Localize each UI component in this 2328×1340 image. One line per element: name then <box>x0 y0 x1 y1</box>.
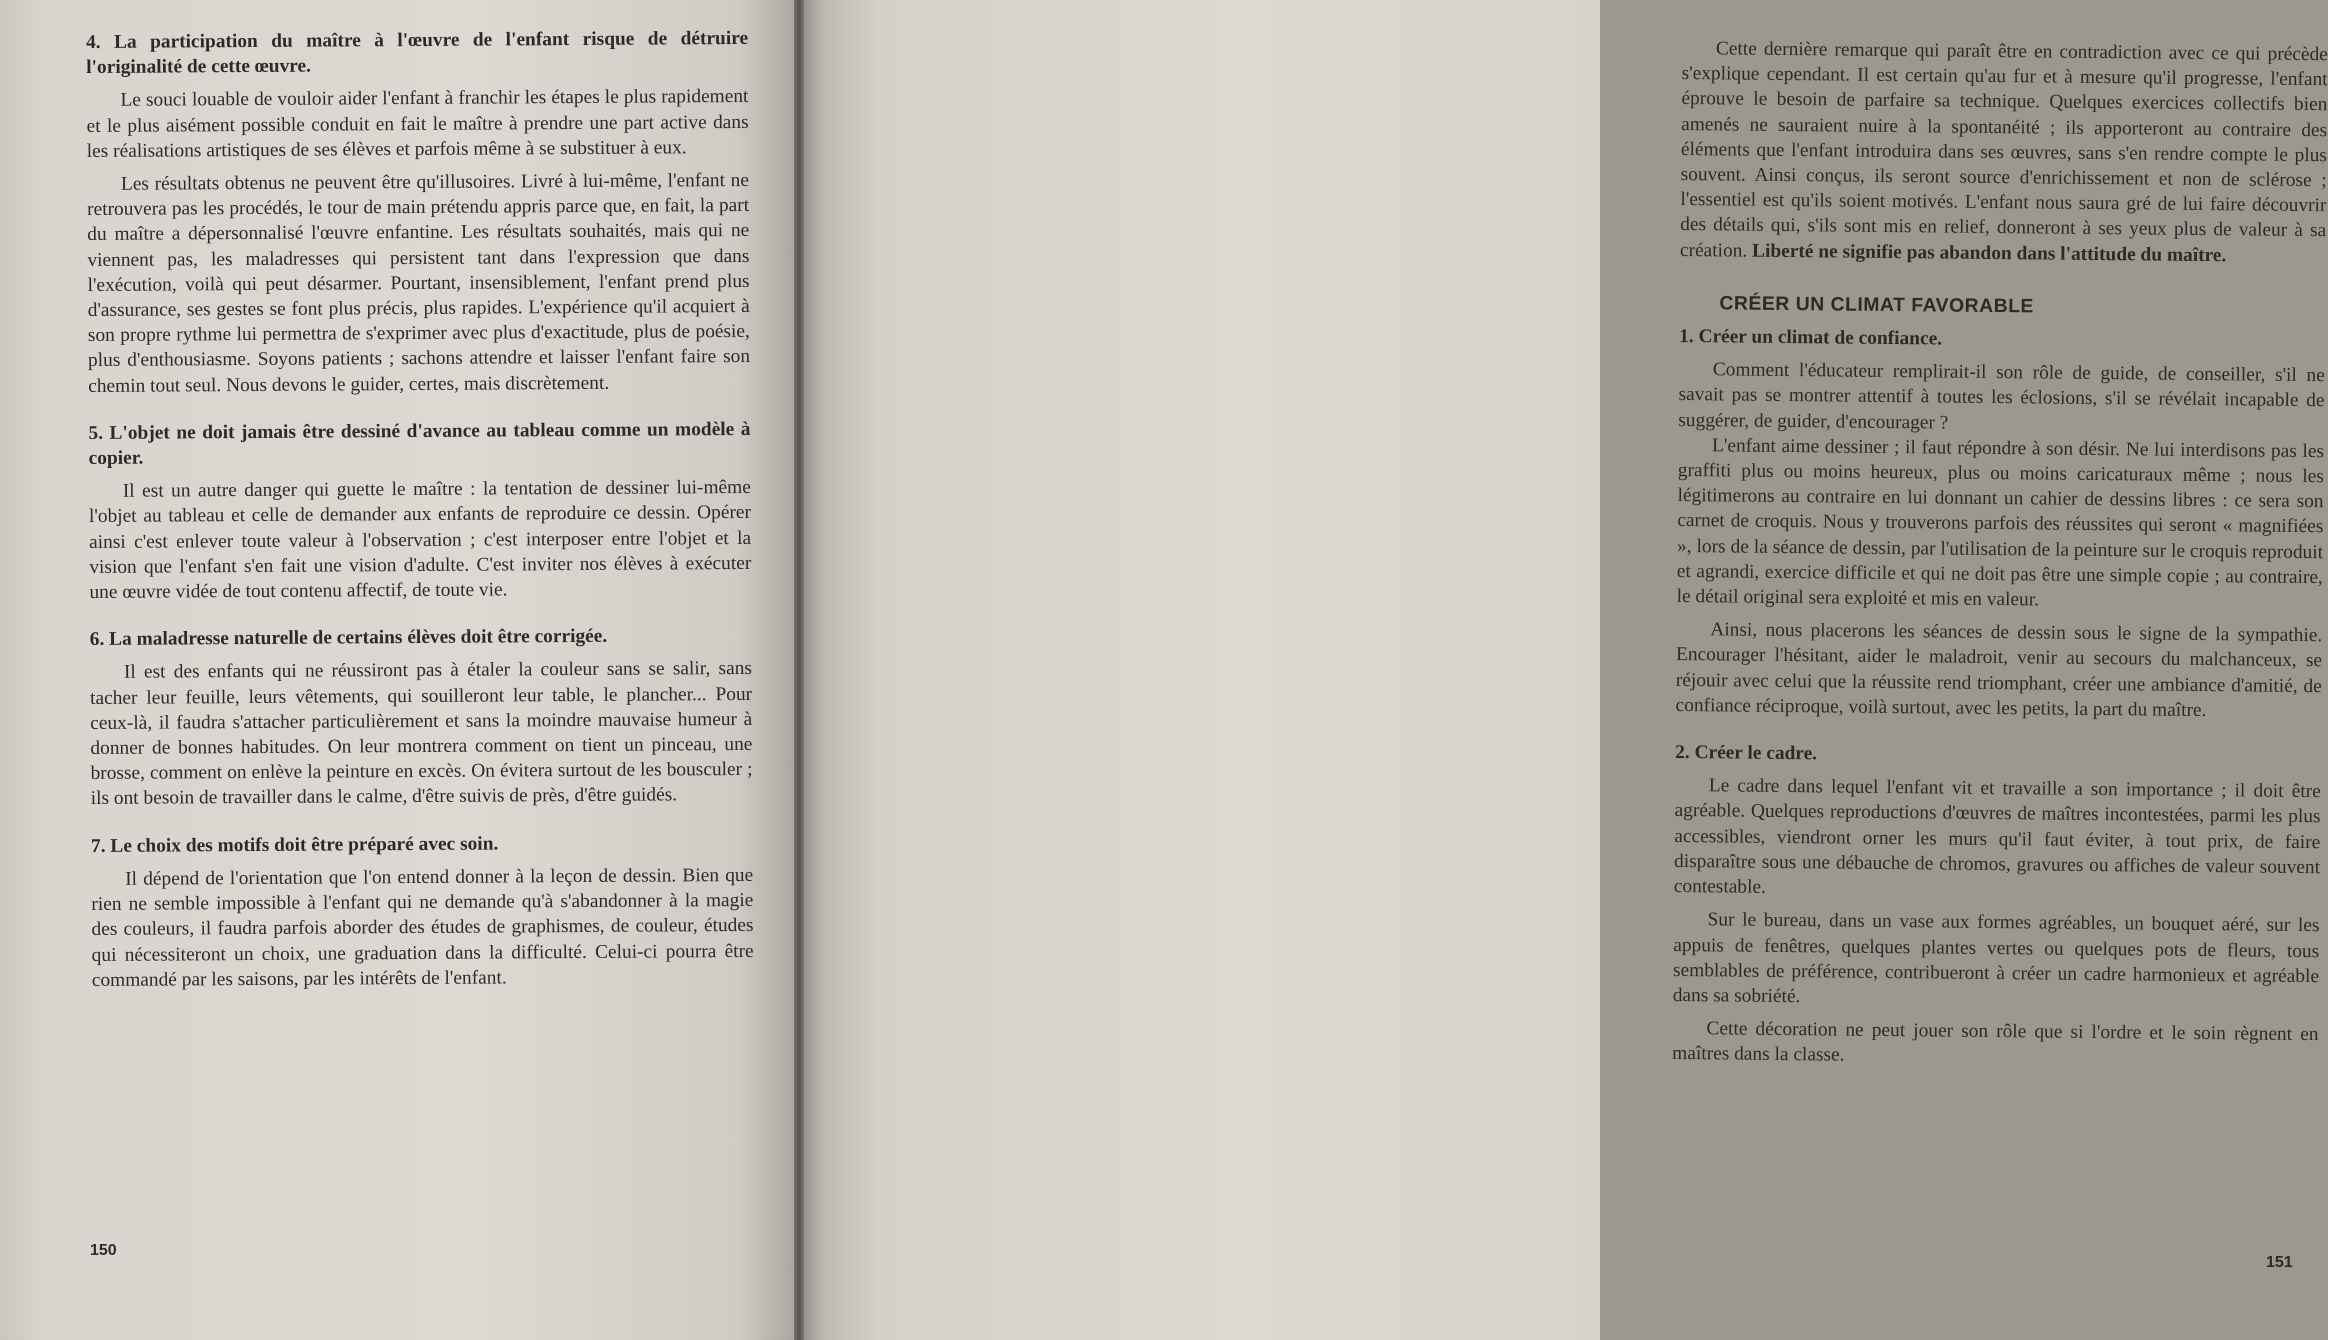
paragraph: Il est des enfants qui ne réussiront pas à étaler la couleur sans se salir, sans tacher leur feuille, leurs vêtements, qui souilleront leur table, le plancher... Pour ceux-là, il faudra s'attacher particulièrement et sans la moindre mauvaise humeur à donner de bonnes habitudes. On leur montrera comment on tient un pinceau, une brosse, comment on enlève la peinture en excès. On évitera surtout de les bousculer ; ils ont besoin de travailler dans le calme, d'être suivis de près, d'être guidés. <box>90 658 753 810</box>
paragraph: Les résultats obtenus ne peuvent être qu'illusoires. Livré à lui-même, l'enfant ne retrouvera pas les procédés, le tour de main prétendu appris parce que, en fait, la part du maître a dépersonnalisé l'œuvre enfantine. Les résultats souhaités, mais qui ne viennent pas, les maladresses qui persistent tant dans l'expression que dans l'exécution, voilà qui peut désarmer. Pourtant, insensiblement, l'enfant prend plus d'assurance, ses gestes se font plus précis, plus rapides. L'expérience qu'il acquiert à son propre rythme lui permettra de s'exprimer avec plus d'exactitude, plus de poésie, plus d'enthousiasme. Soyons patients ; sachons attendre et laisser l'enfant faire son chemin tout seul. Nous devons le guider, certes, mais discrètement. <box>87 169 751 397</box>
chapter-heading: CRÉER UN CLIMAT FAVORABLE <box>1719 292 2035 318</box>
page-number-left: 150 <box>90 1242 117 1259</box>
paragraph: Il dépend de l'orientation que l'on entend donner à la leçon de dessin. Bien que rien ne semble impossible à l'enfant qui ne demande qu'à s'abandonner à la magie des couleurs, il faudra parfois aborder des études de graphismes, de couleur, études qui nécessiteront un choix, une graduation dans la difficulté. Celui-ci pourra être commandé par les saisons, par les intérêts de l'enfant. <box>91 864 754 991</box>
paragraph: L'enfant aime dessiner ; il faut répondre à son désir. Ne lui interdisons pas les graffiti plus ou moins heureux, plus ou moins caricaturaux même ; nous les légitimerons au contraire en lui donnant un cahier de dessins libres : ce sera son carnet de croquis. Nous y trouverons parfois des réussites qui seront « magnifiées », lors de la séance de dessin, par l'utilisation de la peinture sur le croquis reproduit et agrandi, exercice difficile et qui ne doit pas être une simple copie ; au contraire, le détail original sera exploité et mis en valeur. <box>1676 435 2325 611</box>
left-page-text <box>86 26 754 993</box>
book-gutter <box>794 0 804 1340</box>
right-page-text <box>1672 36 2328 1073</box>
paragraph: Sur le bureau, dans un vase aux formes agréables, un bouquet aéré, sur les appuis de fenêtres, quelques plantes vertes ou quelques pots de fleurs, tous semblables de préférence, contribueront à créer un cadre harmonieux et agréable dans sa sobriété. <box>1672 909 2320 1008</box>
left-page <box>0 0 800 1340</box>
paragraph: Il est un autre danger qui guette le maître : la tentation de dessiner lui-même l'objet au tableau et celle de demander aux enfants de reproduire ce dessin. Opérer ainsi c'est enlever toute valeur à l'observation ; c'est interposer entre l'objet et la vision que l'enfant s'en fait une vision d'adulte. C'est inviter nos élèves à exécuter une œuvre vidée de tout contenu affectif, de toute vie. <box>88 477 752 604</box>
section-title-6: 6. La maladresse naturelle de certains élèves doit être corrigée. <box>89 626 608 651</box>
section-title-2: 2. Créer le cadre. <box>1675 742 1818 765</box>
section-title-4: 4. La participation du maître à l'œuvre de l'enfant risque de détruire l'originalité de cette œuvre. <box>86 27 749 79</box>
intro-text: Cette dernière remarque qui paraît être en contradiction avec ce qui précède s'explique cependant. Il est certain qu'au fur et à mesure qu'il progresse, l'enfant éprouve le besoin de parfaire sa technique. Quelques exercices collectifs bien amenés ne sauraient nuire à la spontanéité ; ils apporteront au contraire des éléments que l'enfant introduira dans ses œuvres, sans s'en rendre compte le plus souvent. Ainsi conçus, ils seront source d'enrichissement et non de sclérose ; l'essentiel est qu'ils soient motivés. L'enfant nous saura gré de lui faire découvrir des détails qui, s'ils sont mis en relief, donneront à ses yeux plus de valeur à sa création. <box>1679 38 2328 262</box>
paragraph: Cette décoration ne peut jouer son rôle que si l'ordre et le soin règnent en maîtres dans la classe. <box>1672 1018 2319 1066</box>
section-title-7: 7. Le choix des motifs doit être préparé avec soin. <box>90 833 499 857</box>
intro-bold-tail: Liberté ne signifie pas abandon dans l'attitude du maître. <box>1751 240 2227 266</box>
section-title-1: 1. Créer un climat de confiance. <box>1679 326 1943 350</box>
paragraph: Le souci louable de vouloir aider l'enfant à franchir les étapes le plus rapidement et le plus aisément possible conduit en fait le maître à prendre une part active dans les réalisations artistiques de ses élèves et parfois même à se substituer à eux. <box>86 86 749 162</box>
paragraph: Comment l'éducateur remplirait-il son rôle de guide, de conseiller, s'il ne savait pas se montrer attentif à toutes les éclosions, s'il se révélait incapable de suggérer, de guider, d'encourager ? <box>1678 359 2325 434</box>
section-title-5: 5. L'objet ne doit jamais être dessiné d'avance au tableau comme un modèle à copier. <box>88 418 751 470</box>
right-page <box>800 0 2328 1340</box>
paragraph: Ainsi, nous placerons les séances de dessin sous le signe de la sympathie. Encourager l'hésitant, aider le maladroit, venir au secours du malchanceux, se réjouir avec celui que la réussite rend triomphant, créer une ambiance d'amitié, de confiance réciproque, voilà surtout, avec les petits, la part du maître. <box>1675 619 2323 721</box>
paragraph: Le cadre dans lequel l'enfant vit et travaille a son importance ; il doit être agréable. Quelques reproductions d'œuvres de maîtres incontestées, parmi les plus accessibles, viendront orner les murs qu'il faut éviter, à tout prix, de faire disparaître sous une débauche de chromos, gravures ou affiches de valeur souvent contestable. <box>1673 775 2321 898</box>
page-number-right: 151 <box>2266 1254 2293 1271</box>
intro-paragraph <box>1680 36 2328 269</box>
